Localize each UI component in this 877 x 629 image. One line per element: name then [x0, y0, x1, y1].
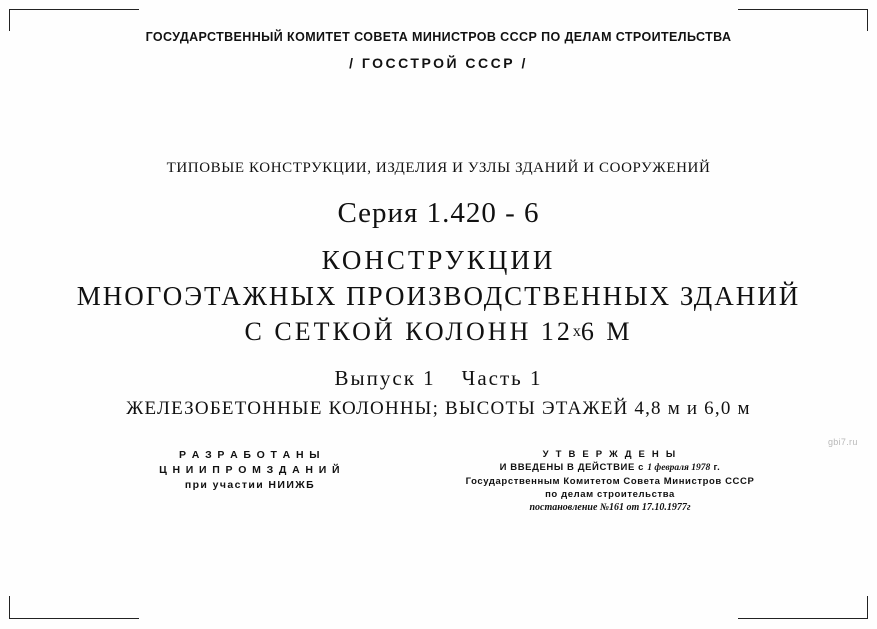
approved-by-resolution: постановление №161 от 17.10.1977г: [529, 502, 691, 513]
column-grid-multiplier: х: [572, 323, 581, 340]
approved-by-block: [440, 448, 780, 514]
approved-by-effective-date: [440, 461, 780, 475]
issue-label: Выпуск 1: [334, 366, 436, 390]
approved-by-org: Государственным Комитетом Совета Министров СССР: [465, 476, 755, 487]
series-number: Серия 1.420 - 6: [337, 197, 540, 229]
issue-and-part: [0, 366, 877, 391]
frame-rule-top-right: [738, 9, 868, 10]
frame-tick-top-left: [9, 9, 10, 31]
frame-tick-bottom-left: [9, 596, 10, 618]
column-grid-prefix: С СЕТКОЙ КОЛОНН 12: [244, 317, 573, 346]
effective-date-value: 1 февраля 1978: [647, 463, 711, 473]
developed-by-block: [120, 448, 380, 493]
title-line-konstrukcii: КОНСТРУКЦИИ: [321, 245, 556, 275]
developed-by-heading: Р А З Р А Б О Т А Н Ы: [179, 449, 321, 461]
approved-by-heading: У Т В Е Р Ж Д Е Н Ы: [542, 449, 678, 460]
frame-tick-top-right: [867, 9, 868, 31]
title-line-column-grid: [0, 317, 877, 347]
frame-rule-bottom-right: [738, 618, 868, 619]
watermark: gbi7.ru: [828, 437, 858, 447]
title-line-buildings: МНОГОЭТАЖНЫХ ПРОИЗВОДСТВЕННЫХ ЗДАНИЙ: [76, 281, 801, 311]
document-subtitle: ТИПОВЫЕ КОНСТРУКЦИИ, ИЗДЕЛИЯ И УЗЛЫ ЗДАНИЙ И СООРУЖЕНИЙ: [166, 160, 711, 176]
frame-rule-bottom-left: [9, 618, 139, 619]
frame-rule-top-left: [9, 9, 139, 10]
frame-tick-bottom-right: [867, 596, 868, 618]
issuing-authority-line2: / ГОССТРОЙ СССР /: [349, 55, 528, 71]
developed-by-org: Ц Н И И П Р О М З Д А Н И Й: [159, 464, 341, 476]
part-label: Часть 1: [461, 366, 543, 390]
approved-by-department: по делам строительства: [545, 489, 675, 500]
effective-date-suffix: г.: [713, 462, 721, 473]
column-grid-suffix: 6 М: [580, 317, 633, 346]
title-description: ЖЕЛЕЗОБЕТОННЫЕ КОЛОННЫ; ВЫСОТЫ ЭТАЖЕЙ 4,8 м и 6,0 м: [126, 398, 751, 419]
developed-by-participant: при участии НИИЖБ: [184, 479, 316, 491]
issuing-authority-line1: ГОСУДАРСТВЕННЫЙ КОМИТЕТ СОВЕТА МИНИСТРОВ СССР ПО ДЕЛАМ СТРОИТЕЛЬСТВА: [145, 30, 732, 44]
effective-date-prefix: И ВВЕДЕНЫ В ДЕЙСТВИЕ с: [499, 462, 645, 473]
